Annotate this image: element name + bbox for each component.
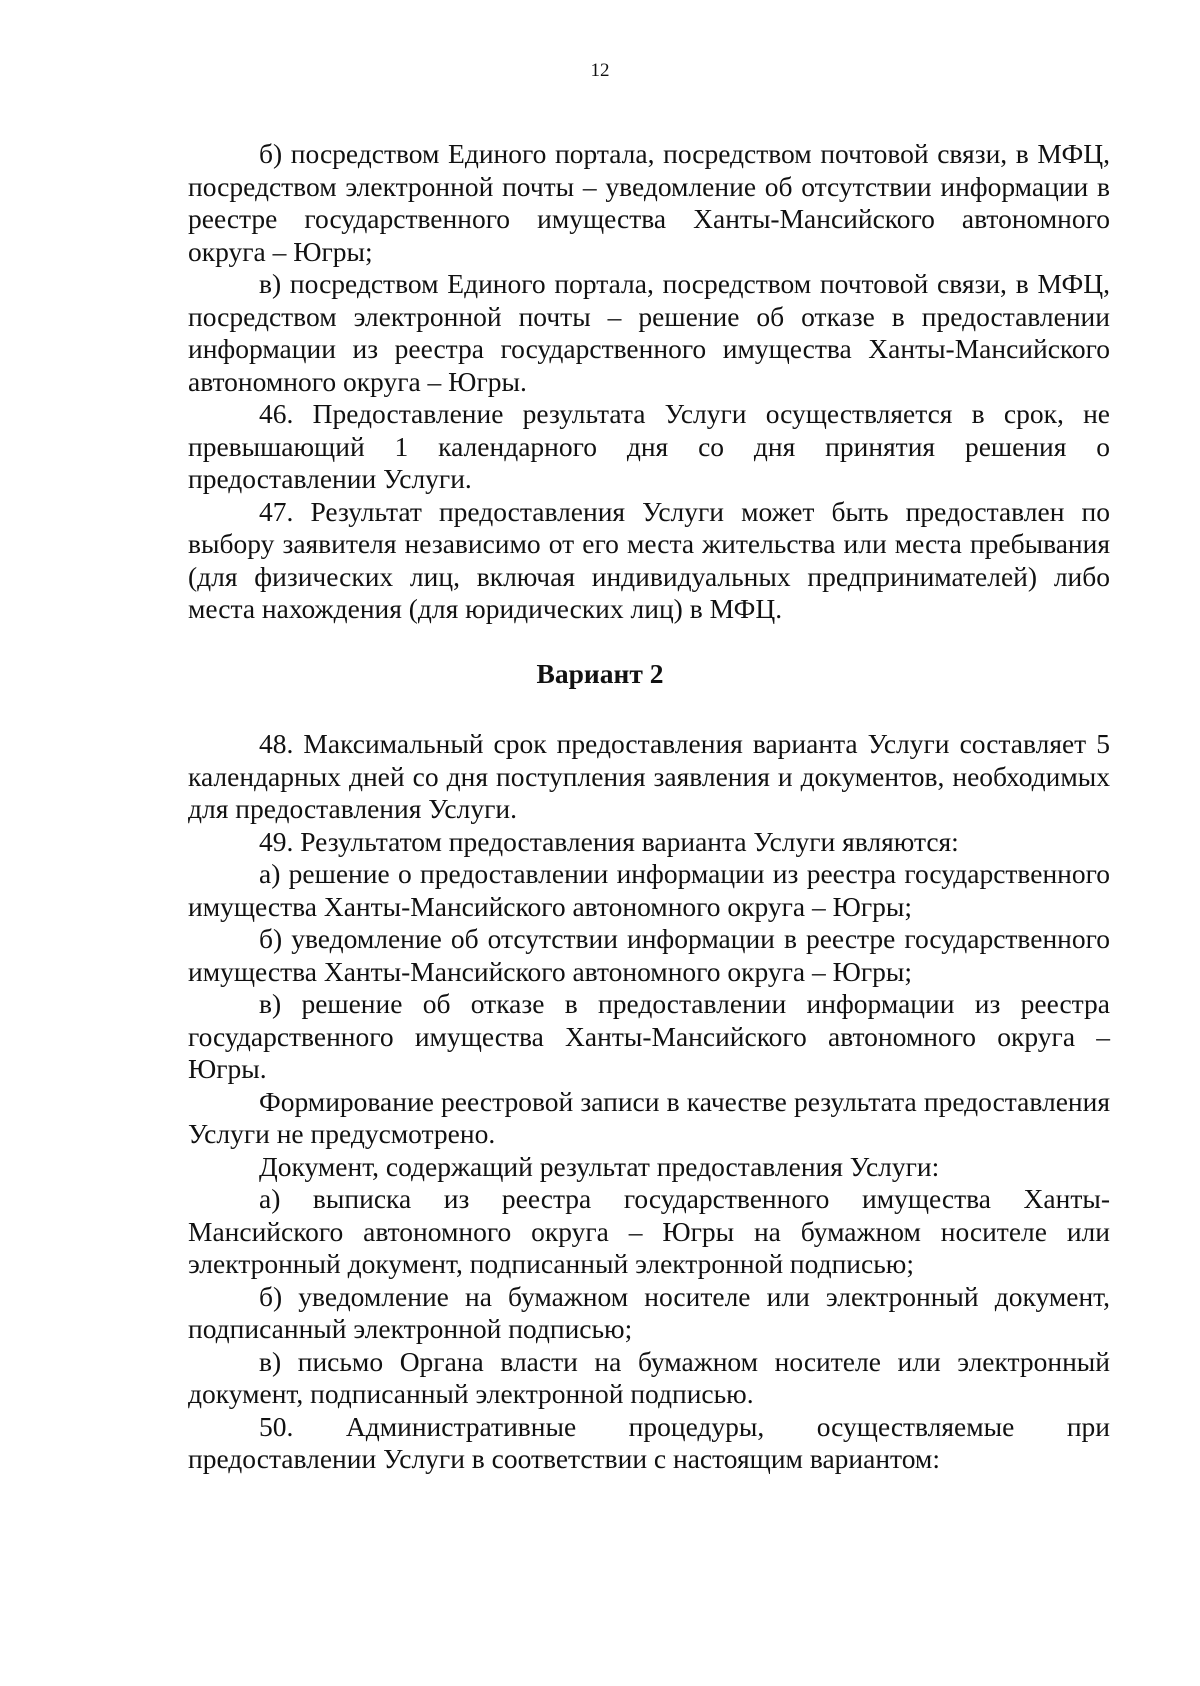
paragraph-49-b: б) уведомление об отсутствии информации в реестре государственного имущества Ханты-Мансийского автономного округа – Югры; xyxy=(188,923,1110,987)
paragraph-49-v: в) решение об отказе в предоставлении информации из реестра государственного имущества Ханты-Мансийского автономного округа – Югры. xyxy=(188,988,1110,1084)
paragraph-49-a: а) решение о предоставлении информации из реестра государственного имущества Ханты-Мансийского автономного округа – Югры; xyxy=(188,858,1110,922)
paragraph-48: 48. Максимальный срок предоставления варианта Услуги составляет 5 календарных дней со дня поступления заявления и документов, необходимых для предоставления Услуги. xyxy=(188,728,1110,824)
text-block-top xyxy=(188,138,1110,626)
paragraph-46: 46. Предоставление результата Услуги осуществляется в срок, не превышающий 1 календарного дня со дня принятия решения о предоставлении Услуги. xyxy=(188,398,1110,494)
paragraph-50: 50. Административные процедуры, осуществляемые при предоставлении Услуги в соответствии с настоящим вариантом: xyxy=(188,1410,1110,1474)
paragraph-49: 49. Результатом предоставления варианта Услуги являются: xyxy=(259,825,959,857)
paragraph-b-uvedomlenie: б) посредством Единого портала, посредством почтовой связи, в МФЦ, посредством электронной почты – уведомление об отсутствии информации в реестре государственного имущества Ханты-Мансийского автономного округа – Югры; xyxy=(188,138,1110,267)
text-block-variant-2 xyxy=(188,728,1110,1476)
paragraph-registry-record: Формирование реестровой записи в качестве результата предоставления Услуги не предусмотрено. xyxy=(188,1085,1110,1149)
paragraph-doc-v: в) письмо Органа власти на бумажном носителе или электронный документ, подписанный электронной подписью. xyxy=(188,1345,1110,1409)
section-heading: Вариант 2 xyxy=(536,658,664,689)
paragraph-doc-a: а) выписка из реестра государственного имущества Ханты-Мансийского автономного округа – Югры на бумажном носителе или электронный документ, подписанный электронной подписью; xyxy=(188,1183,1110,1279)
paragraph-47: 47. Результат предоставления Услуги может быть предоставлен по выбору заявителя независимо от его места жительства или места пребывания (для физических лиц, включая индивидуальных предпринимателей) либо места нахождения (для юридических лиц) в МФЦ. xyxy=(188,495,1110,624)
page-number: 12 xyxy=(590,60,610,81)
paragraph-document-result: Документ, содержащий результат предоставления Услуги: xyxy=(259,1150,940,1182)
paragraph-doc-b: б) уведомление на бумажном носителе или электронный документ, подписанный электронной подписью; xyxy=(188,1280,1110,1344)
paragraph-v-reshenie-ob-otkaze: в) посредством Единого портала, посредством почтовой связи, в МФЦ, посредством электронной почты – решение об отказе в предоставлении информации из реестра государственного имущества Ханты-Мансийского автономного округа – Югры. xyxy=(188,268,1110,397)
